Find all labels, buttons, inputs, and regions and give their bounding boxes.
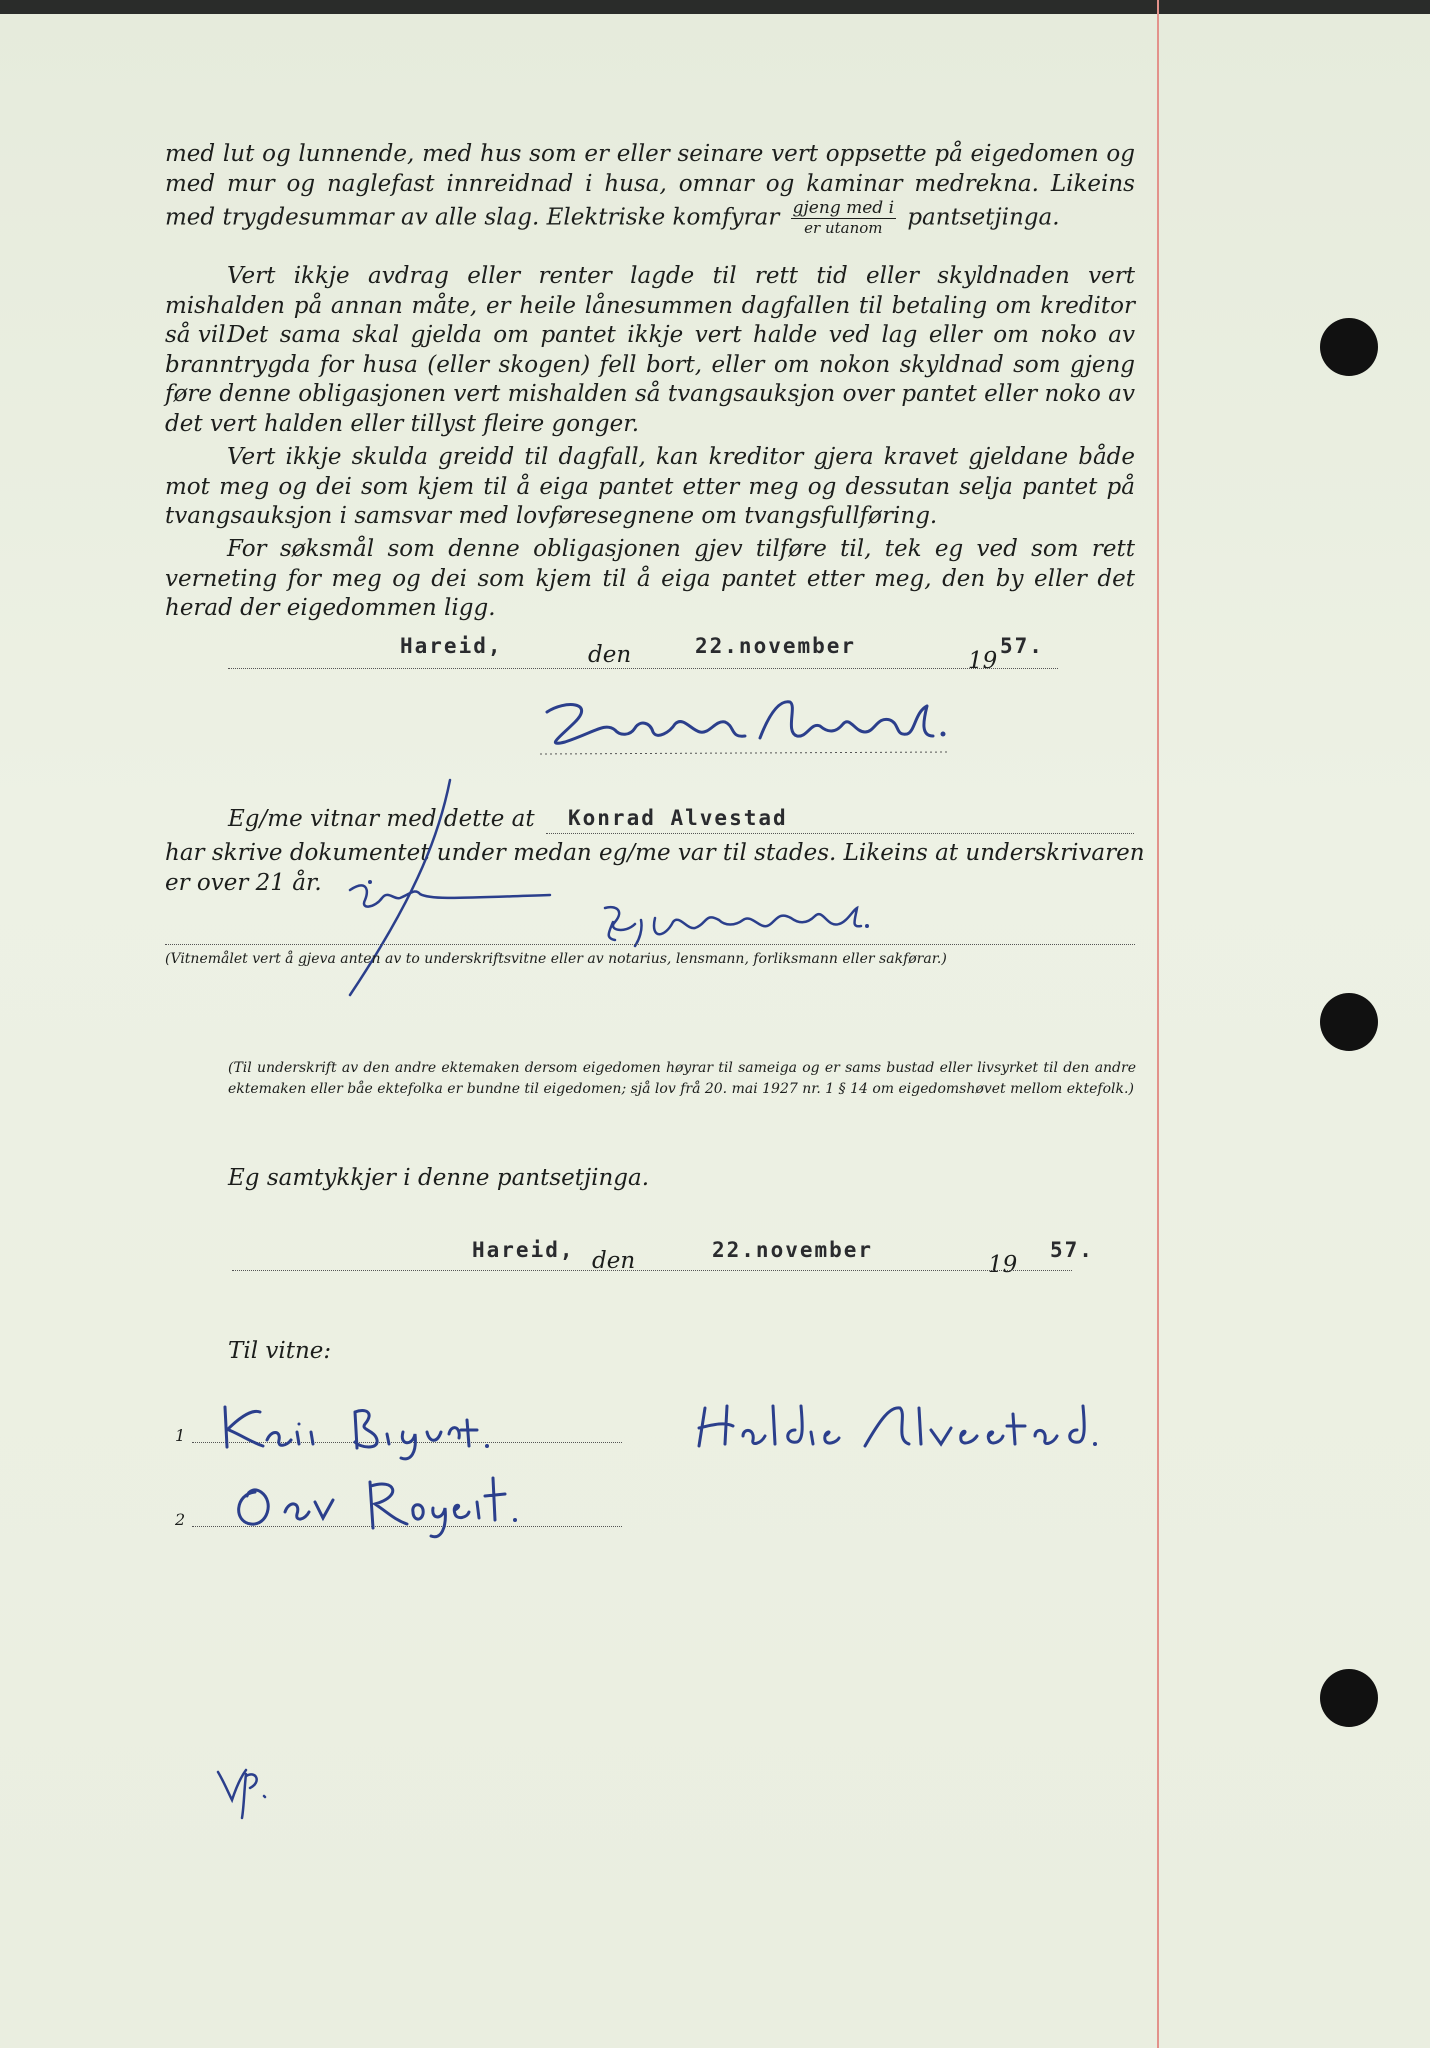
witness-name-rule	[546, 833, 1134, 834]
initials-mark	[210, 1752, 280, 1826]
date-place-1: Hareid,	[400, 634, 503, 658]
witness-signature-2	[595, 900, 875, 954]
date-year-suffix-1: 57.	[1000, 634, 1044, 658]
signature-kari	[215, 1402, 575, 1466]
paragraph-5: For søksmål som denne obligasjonen gjev tilføre til, tek eg ved som rett verneting for meg og dei som kjem til å eiga pantet etter meg, den by eller det herad der eigedommen ligg.	[165, 536, 1135, 621]
date-den-2: den	[592, 1248, 636, 1274]
witness-line1-prefix: Eg/me vitnar med dette at	[228, 806, 535, 832]
date-year-prefix-1: 19	[968, 648, 998, 674]
date-rule-1	[228, 668, 1058, 669]
signature-konrad-alvestad	[535, 692, 955, 766]
consent-text: Eg samtykkjer i denne pantsetjinga.	[228, 1165, 650, 1191]
til-vitne-label: Til vitne:	[228, 1338, 332, 1364]
punch-hole-bottom	[1320, 1669, 1378, 1727]
signature-haldis-alvestad	[685, 1400, 1145, 1464]
date-year-prefix-2: 19	[988, 1252, 1018, 1278]
witness-signature-1	[270, 770, 560, 1014]
witness-line2: har skrive dokumentet under medan eg/me var til stades. Likeins at underskrivaren	[165, 840, 1145, 866]
witness-number-1: 1	[175, 1426, 186, 1445]
scan-top-edge	[0, 0, 1430, 14]
punch-hole-top	[1320, 318, 1378, 376]
witness-name: Konrad Alvestad	[568, 806, 788, 830]
date-den-1: den	[588, 642, 632, 668]
witness-line3: er over 21 år.	[165, 870, 322, 896]
paragraph-4: Vert ikkje skulda greidd til dagfall, kan kreditor gjera kravet gjeldane både mot meg og dei som kjem til å eiga pantet etter meg og dessutan selja pantet på tvangsauksjon i samsvar med lovføresegnene om tvangsfullføring.	[165, 444, 1135, 529]
punch-hole-middle	[1320, 993, 1378, 1051]
paragraph-1: med lut og lunnende, med hus som er eller seinare vert oppsette på eigedomen og med mur og naglefast innreidnad i husa, omnar og kaminar medrekna. Likeins med trygdesummar av alle slag. Elektriske komfyrar $\frac{\text{gjeng med i}}{\text{er utanom}}$ pantsetjinga.	[165, 141, 1135, 237]
date-day-2: 22.november	[712, 1238, 874, 1262]
date-day-1: 22.november	[695, 634, 857, 658]
fraction-options: $\frac{\text{gjeng med i}}{\text{er utanom}}$	[792, 198, 895, 237]
date-place-2: Hareid,	[472, 1238, 575, 1262]
paragraph-2: Vert ikkje avdrag eller renter lagde til rett tid eller skyldnaden vert mishalden på annan måte, er heile lånesummen dagfallen til betaling om kreditor så vil.	[165, 263, 1135, 348]
witness-rule	[165, 944, 1135, 945]
signature-olav	[225, 1472, 565, 1546]
witness-number-2: 2	[175, 1510, 186, 1529]
date-rule-2	[232, 1270, 1072, 1271]
margin-line	[1157, 0, 1159, 2048]
date-year-suffix-2: 57.	[1050, 1238, 1094, 1262]
spouse-note: (Til underskrift av den andre ektemaken dersom eigedomen høyrar til sameiga og er sams bustad eller livsyrket til den andre ektemaken eller båe ektefolka er bundne til eigedomen; sjå lov frå 20. mai 1927 nr. 1 § 14 om eigedomshøvet mellom ektefolk.)	[228, 1060, 1136, 1097]
witness-note: (Vitnemålet vert å gjeva anten av to underskriftsvitne eller av notarius, lensmann, forliksmann eller sakførar.)	[165, 951, 947, 967]
paragraph-3: Det sama skal gjelda om pantet ikkje vert halde ved lag eller om noko av branntrygda for husa (eller skogen) fell bort, eller om nokon skyldnad som gjeng føre denne obligasjonen vert mishalden så tvangsauksjon over pantet eller noko av det vert halden eller tillyst fleire gonger.	[165, 322, 1135, 437]
